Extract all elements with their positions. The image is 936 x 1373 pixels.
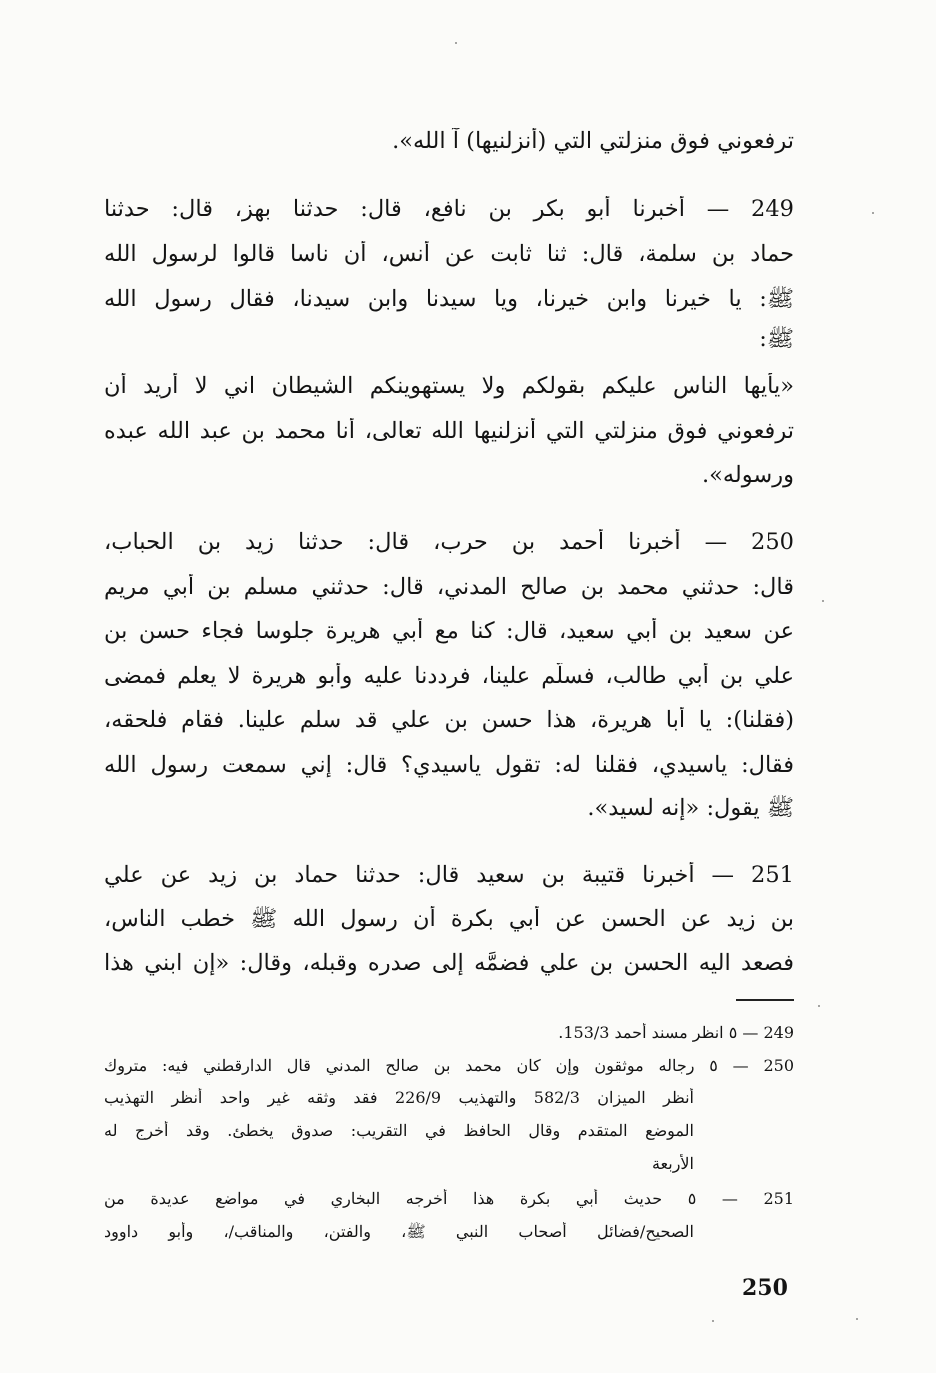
hadith-249-line: 249 — أخبرنا أبو بكر بن نافع، قال: حدثنا بهز، قال: حدثنا [104, 196, 794, 222]
text-line: ترفعوني فوق منزلتي التي (أنزلنيها) آ الله». [392, 128, 794, 154]
footnote-line: الصحيح/فضائل أصحاب النبي ﷺ، والفتن، والمناقب/، وأبو داوود [104, 1222, 694, 1241]
text-line: «يأيها الناس عليكم بقولكم ولا يستهوينكم الشيطان اني لا أريد أن [104, 373, 794, 399]
text-line: ﷺ: [759, 326, 794, 352]
text-line: علي بن أبي طالب، فسلَّم علينا، فرددنا عليه وأبو هريرة لا يعلم فمضى [104, 663, 794, 689]
hadith-251-line: 251 — أخبرنا قتيبة بن سعيد قال: حدثنا حماد بن زيد عن علي [104, 862, 794, 888]
text-line: فقال: ياسيدي، فقلنا له: تقول ياسيدي؟ قال: إني سمعت رسول الله [104, 752, 794, 778]
text-line: ﷺ يقول: «إنه لسيد». [587, 795, 794, 821]
text-line: عن سعيد بن أبي سعيد، قال: كنا مع أبي هريرة جلوسا فجاء حسن بن [104, 618, 794, 644]
paper-speck [712, 1320, 714, 1322]
hadith-250-line: 250 — أخبرنا أحمد بن حرب، قال: حدثنا زيد بن الحباب، [104, 529, 794, 555]
text-line: ﷺ: يا خيرنا وابن خيرنا، ويا سيدنا وابن سيدنا، فقال رسول الله [104, 286, 794, 312]
paper-speck [455, 42, 457, 44]
footnote-line: الموضع المتقدم وقال الحافظ في التقريب: صدوق يخطئ. وقد أخرج له [104, 1121, 694, 1140]
text-line: بن زيد عن الحسن عن أبي بكرة أن رسول الله ﷺ خطب الناس، [104, 906, 794, 932]
footnote-249: 249 — ٥ انظر مسند أحمد 153/3. [558, 1023, 794, 1042]
page-number: 250 [742, 1275, 788, 1301]
paper-speck [822, 600, 824, 602]
text-line: ورسوله». [701, 462, 794, 488]
text-line: فصعد اليه الحسن بن علي فضمَّه إلى صدره وقبله، وقال: «إن ابني هذا [104, 950, 794, 976]
paper-speck [856, 1318, 858, 1320]
text-line: ترفعوني فوق منزلتي التي أنزلنيها الله تعالى، أنا محمد بن عبد الله عبده [104, 418, 794, 444]
paper-speck [818, 1005, 820, 1007]
paper-speck [872, 212, 874, 214]
footnote-250: 250 — ٥ رجاله موثقون وإن كان محمد بن صالح المدني قال الدارقطني فيه: متروك [104, 1056, 794, 1075]
footnote-line: الأربعة [651, 1154, 694, 1173]
footnote-line: أنظر الميزان 582/3 والتهذيب 226/9 فقد وثقه غير واحد أنظر التهذيب [104, 1088, 694, 1107]
text-line: حماد بن سلمة، قال: ثنا ثابت عن أنس، أن ناسا قالوا لرسول الله [104, 241, 794, 267]
text-line: قال: حدثني محمد بن صالح المدني، قال: حدثني مسلم بن أبي مريم [104, 574, 794, 600]
footnote-251: 251 — ٥ حديث أبي بكرة هذا أخرجه البخاري في مواضع عديدة من [104, 1189, 794, 1208]
footnote-separator [736, 999, 794, 1001]
text-line: (فقلنا): يا أبا هريرة، هذا حسن بن علي قد سلم علينا. فقام فلحقه، [104, 707, 794, 733]
